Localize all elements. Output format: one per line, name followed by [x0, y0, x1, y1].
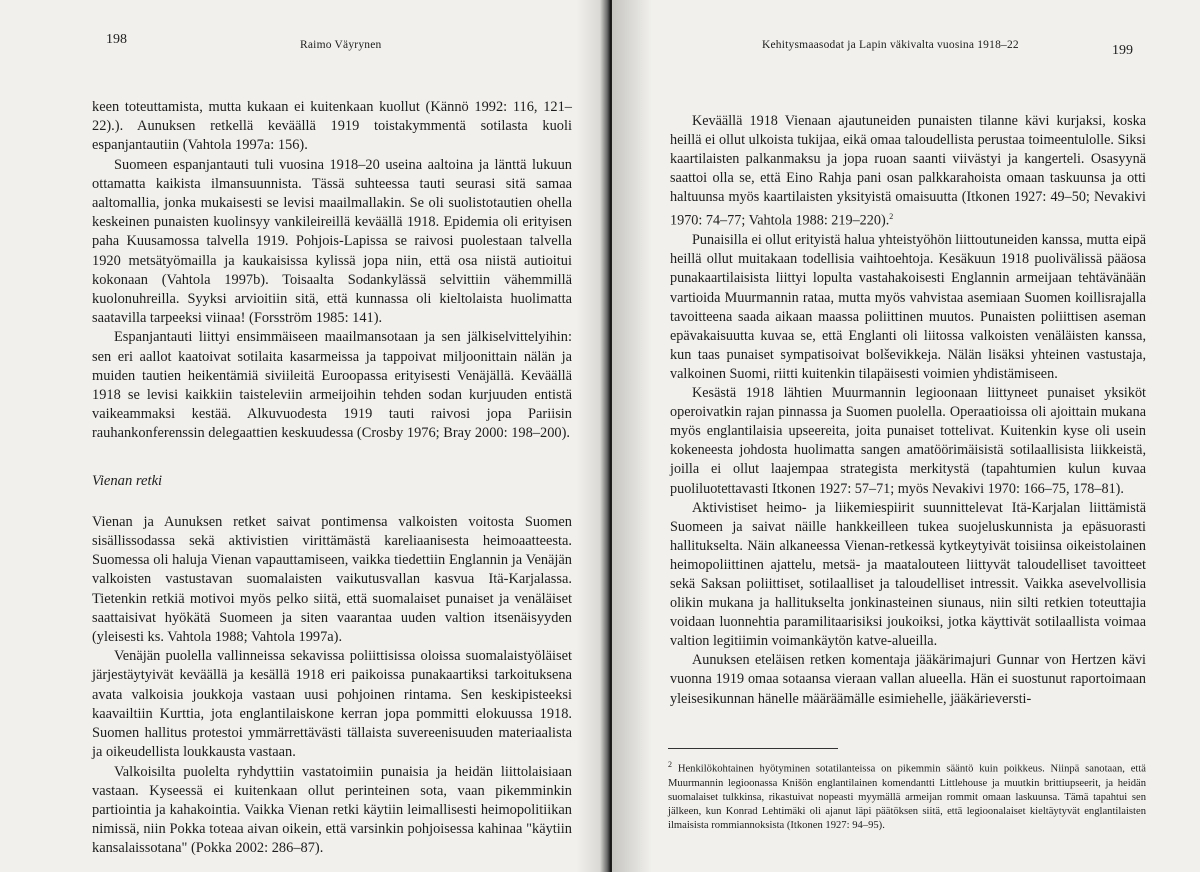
paragraph: Venäjän puolella vallinneissa sekavissa poliittisissa oloissa suomalaistyöläiset järjestäytyivät keväällä ja kesällä 1918 eri paikoissa punakaartiksi tarkoituksena avata valkoisia joukkoja vastaan uusi pohjoinen rintama. Sen keskipisteeksi kaavailtiin Kurttia, jota englantilaiskone kerran jopa pommitti elokuussa 1918. Suomen hallitus protestoi ymmärrettävästi tällaista suvereenisuuden materiaalista ja oikeudellista loukkausta vastaan. — [92, 648, 572, 761]
page-number-left: 198 — [106, 32, 127, 47]
paragraph: keen toteuttamista, mutta kukaan ei kuitenkaan kuollut (Kännö 1992: 116, 121–22).). Aunuksen retkellä keväällä 1919 toistakymmentä sotilasta kuoli espanjantautiin (Vahtola 1997a: 156). — [92, 99, 572, 154]
paragraph: Valkoisilta puolelta ryhdyttiin vastatoimiin punaisia ja heidän liittolaisiaan vastaan. Kyseessä ei kuitenkaan ollut perinteinen sota, vaan pikemminkin partiointia ja kahakointia. Vaikka Vienan retki käytiin leimallisesti heimopolitiikan nimissä, niin Pokka toteaa aivan oikein, että varsinkin pohjoisessa kahinaa "käytiin kansalaissotana" (Pokka 2002: 286–87). — [92, 763, 572, 857]
paragraph: Aktivistiset heimo- ja liikemiespiirit suunnittelevat Itä-Karjalan liittämistä Suomeen ja saivat näille hankkeilleen tukea suojeluskunnista ja epäsuorasti hallitukselta. Näin alkaneessa Vienan-retkessä kytkeytyivät toisiinsa oikeistolainen heimopoliittinen ajattelu, metsä- ja maatalouteen liittyvät taloudelliset tavoitteet sekä Saksan poliittiset, sotilaalliset ja taloudelliset intressit. Vaikka asevelvollisia olikin mukana ja hallitukselta jonkinasteinen siunaus, niin silti retkien toteuttajia voidaan luonnehtia paramilitaarisiksi joukoiksi, jotka käyttivät sotilaallista voimaa valtion legitiimin voimankäytön katve-alueilla. — [670, 499, 1146, 650]
running-head-right: Kehitysmaasodat ja Lapin väkivalta vuosina 1918–22 — [762, 39, 1019, 51]
paragraph: Punaisilla ei ollut erityistä halua yhteistyöhön liittoutuneiden kanssa, mutta eipä heillä ollut muitakaan todellisia vaihtoehtoja. Kesäkuun 1918 puolivälissä pääosa punakaartilaisista liittyi lopulta vastahakoisesti Englannin armeijaan tehtävänään vartioida Muurmannin rataa, mutta myös vahvistaa asemiaan Suomen koillisrajalla tavoitteena saada aikaan maassa poliittinen muutos. Punaisten poliittisen aseman epävakaisuutta kuvaa se, että Englanti oli liitossa valkoisten venäläisten kanssa, kun taas punaiset sympatisoivat bolševikkeja. Nälän lisäksi yhteinen vastustaja, valkoinen Suomi, riitti kuitenkin tilapäisesti voimien yhdistämiseen. — [670, 232, 1146, 382]
paragraph: Kesästä 1918 lähtien Muurmannin legioonaan liittyneet punaiset yksiköt operoivatkin rajan pinnassa ja Suomen puolella. Operaatioissa oli ajoittain mukana myös englantilaisia upseereita, joita punaiset tottelivat. Kuitenkin kyse oli usein kokeneesta johdosta huolimatta sangen amatöörimäisistä sotilaallisista liikkeistä, joilla ei ollut laajempaa strategista merkitystä (tapahtumien kulun kuvaa puoliluotettavasti Itkonen 1927: 57–71; myös Nevakivi 1970: 166–75, 178–81). — [670, 385, 1146, 497]
paragraph: Espanjantauti liittyi ensimmäiseen maailmansotaan ja sen jälkiselvittelyihin: sen eri aallot kaatoivat sotilaita kasarmeissa ja tappoivat miljoonittain nälän ja muiden tautien heikentämiä siviileitä Euroopassa erityisesti Venäjällä. Keväällä 1918 se levisi kaikkiin taisteleviin armeijoihin tehden sodan kurjuuden entistä vaikeammaksi kestää. Alkuvuodesta 1919 tauti raivosi jopa Pariisin rauhankonferenssin delegaattien keskuudessa (Crosby 1976; Bray 2000: 198–200). — [92, 329, 572, 442]
page-number-right: 199 — [1112, 43, 1133, 58]
footnote-reference: 2 — [889, 212, 894, 222]
paragraph: Suomeen espanjantauti tuli vuosina 1918–20 useina aaltoina ja länttä lukuun ottamatta kaikista ilmansuunnista. Tässä suhteessa tauti seurasi sitä samaa aaltomallia, jonka mukaisesti se levisi maailmallakin. Se oli suolistotautien ohella keskeinen punaisten kuolinsyy vankileireillä keväällä 1918. Epidemia oli erityisen paha Kuusamossa talvella 1919. Pohjois-Lapissa se raivosi puolestaan talvella 1920 metsätyömailla ja kaukaisissa kylissä jopa niin, että osa niistä autioitui kokonaan (Vahtola 1997b). Toisaalta Sodankylässä selvittiin vähemmillä kuolonuhreilla. Syyksi arvioitiin sitä, että kunnassa oli kieltolaista huolimatta saatavilla tarpeeksi viinaa! (Forsström 1985: 141). — [92, 156, 572, 327]
footnote-marker: 2 — [668, 760, 672, 769]
left-body-text — [92, 98, 572, 859]
section-heading: Vienan retki — [92, 472, 163, 489]
running-head-left: Raimo Väyrynen — [300, 39, 382, 51]
paragraph: Keväällä 1918 Vienaan ajautuneiden punaisten tilanne kävi kurjaksi, koska heillä ei ollut ulkoista tukijaa, eikä omaa taloudellista perustaa toimeentulolle. Siksi kaartilaisten palkanmaksu ja jopa ruoan saanti viivästyi ja kangerteli. Osasyynä saattoi olla se, että Eino Rahja pani osan palkkarahoista omaan taskuunsa ja otti haltuunsa myös kaartilaisten yksityistä omaisuutta (Itkonen 1927: 49–50; Nevakivi 1970: 74–77; Vahtola 1988: 219–220).$^2$ — [670, 113, 1146, 230]
right-page — [612, 0, 1200, 872]
paragraph: Aunuksen eteläisen retken komentaja jääkärimajuri Gunnar von Hertzen kävi vuonna 1919 omaa sotaansa vieraan vallan alueella. Hän ei suostunut raportoimaan yleisesikunnan hänelle määräämälle esimiehelle, jääkärieversti- — [670, 652, 1146, 707]
right-body-text — [670, 112, 1146, 709]
footnote — [668, 758, 1146, 834]
paragraph: Vienan ja Aunuksen retket saivat pontimensa valkoisten voitosta Suomen sisällissodassa sekä aktivistien virittämästä kareliaanisesta heimoaatteesta. Suomessa oli haluja Vienan vapauttamiseen, vaikka tiedettiin Englannin ja Venäjän valkoisten vastustavan suomalaisten vaikutusvallan kasvua Itä-Karjalassa. Tietenkin retkiä motivoi myös pelko siitä, että suomalaiset punaiset ja venäläiset saattaisivat hyökätä Suomeen ja siten vaarantaa uuden valtion itsenäisyyden (yleisesti ks. Vahtola 1988; Vahtola 1997a). — [92, 513, 572, 646]
footnote-text: Henkilökohtainen hyötyminen sotatilanteissa on pikemmin sääntö kuin poikkeus. Niinpä sanotaan, että Muurmannin legioonassa Knišön englantilainen komendantti Littlehouse ja muutkin brittiupseerit, ja heidän suomalaiset tulkkinsa, rikastuivat nopeasti myymällä armeijan rommit omaan laskuunsa. Tämä tapahtui sen jälkeen, kun Konrad Lehtimäki oli ajanut läpi päätöksen siitä, että legioonalaiset kieltäytyvät englantilaisten ilmaisista rommiannoksista (Itkonen 1927: 94–95). — [668, 763, 1146, 832]
footnote-rule — [668, 748, 838, 749]
